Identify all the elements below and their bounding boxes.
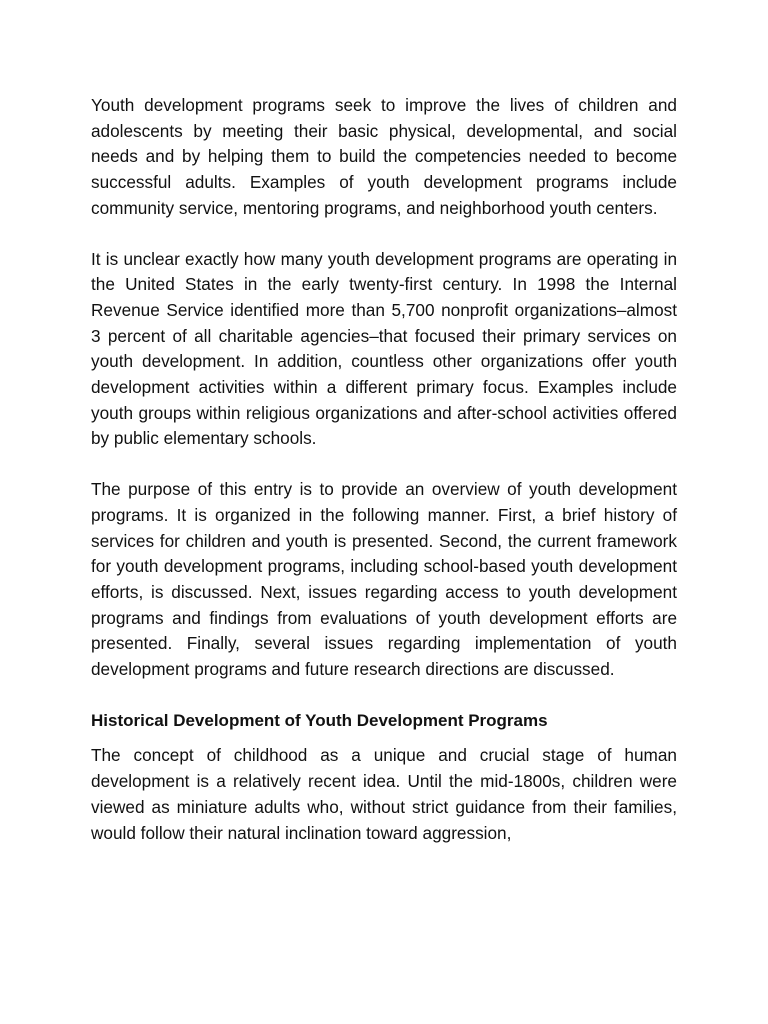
paragraph-intro: Youth development programs seek to improve the lives of children and adolescents by meeting their basic physical, developmental, and social needs and by helping them to build the competencies needed to become successful adults. Examples of youth development programs include community service, mentoring programs, and neighborhood youth centers. <box>91 95 677 218</box>
section-heading: Historical Development of Youth Development Programs <box>91 710 548 730</box>
paragraph-history: The concept of childhood as a unique and crucial stage of human development is a relatively recent idea. Until the mid-1800s, children were viewed as miniature adults who, without strict guidance from their families, would follow their natural inclination toward aggression, <box>91 745 677 843</box>
document-page <box>91 93 677 846</box>
paragraph-purpose: The purpose of this entry is to provide an overview of youth development programs. It is organized in the following manner. First, a brief history of services for children and youth is presented. Second, the current framework for youth development programs, including school-based youth development efforts, is discussed. Next, issues regarding access to youth development programs and findings from evaluations of youth development efforts are presented. Finally, several issues regarding implementation of youth development programs and future research directions are discussed. <box>91 479 677 680</box>
paragraph-program-count: It is unclear exactly how many youth development programs are operating in the United States in the early twenty-first century. In 1998 the Internal Revenue Service identified more than 5,700 nonprofit organizations–almost 3 percent of all charitable agencies–that focused their primary services on youth development. In addition, countless other organizations offer youth development activities within a different primary focus. Examples include youth groups within religious organizations and after-school activities offered by public elementary schools. <box>91 248 677 449</box>
